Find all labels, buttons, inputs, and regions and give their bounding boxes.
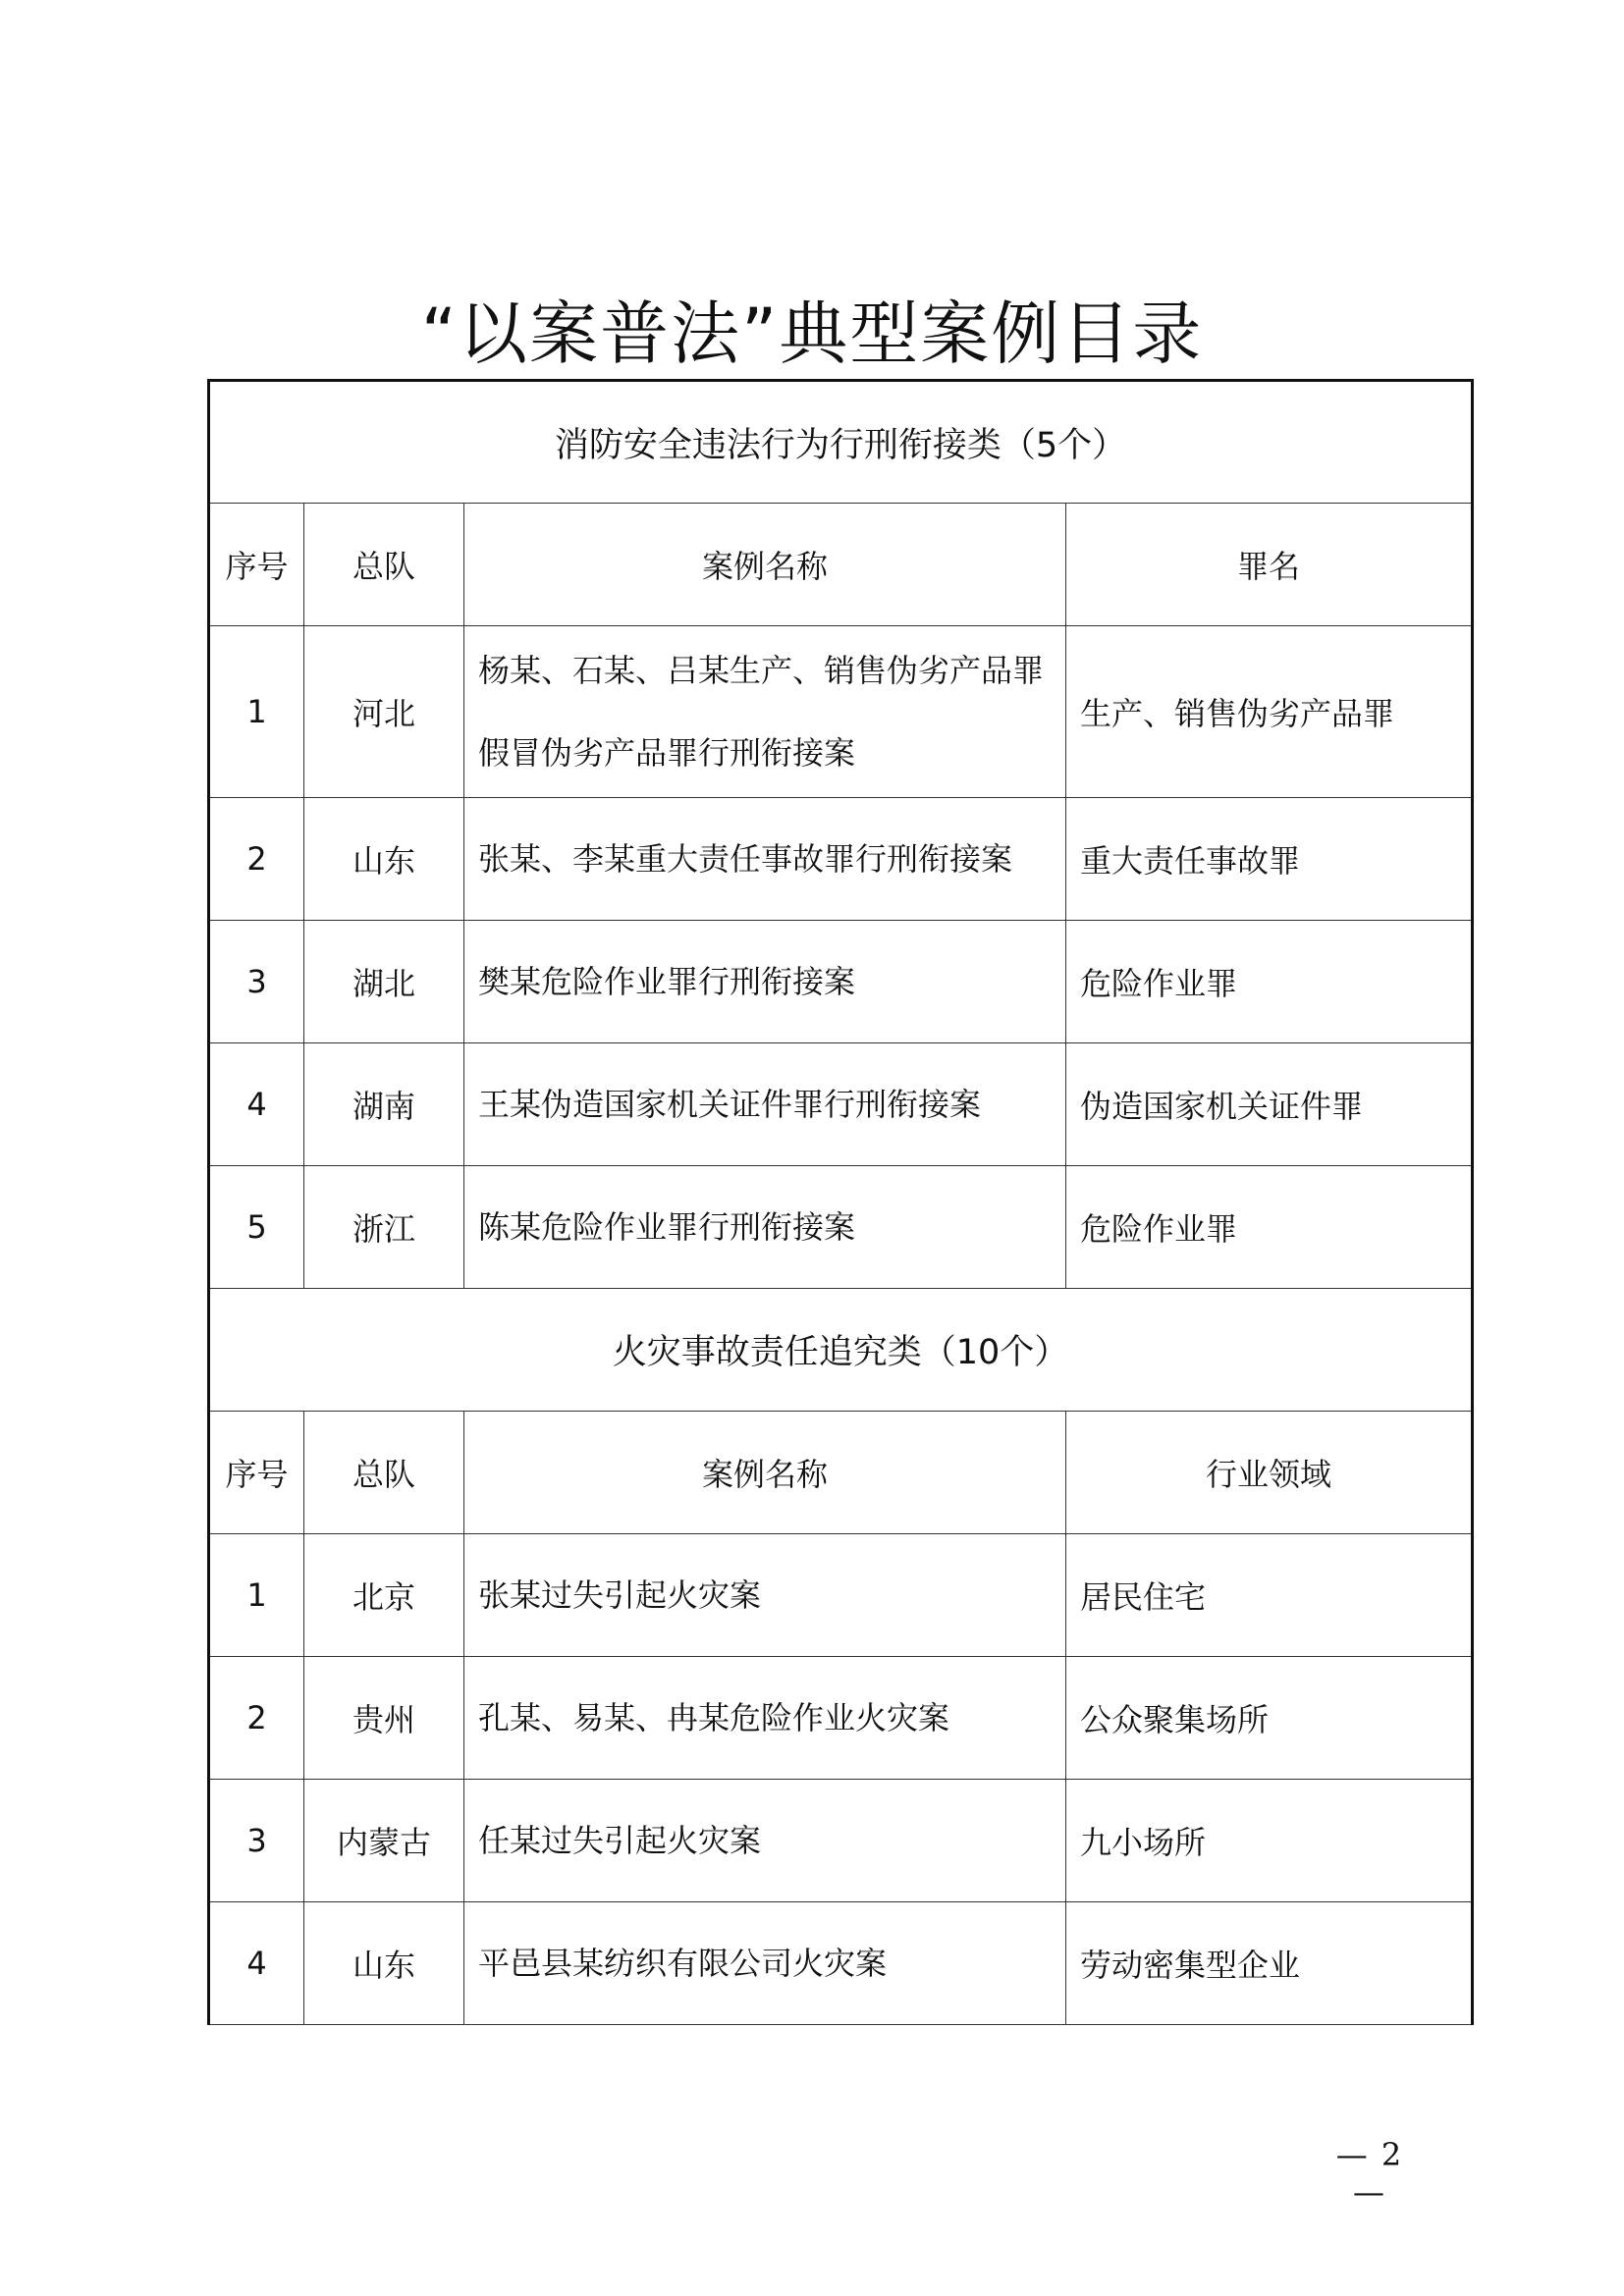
table-row [209, 1043, 1473, 1166]
column-header-case-name: 案例名称 [464, 1412, 1066, 1534]
row-case-name: 平邑县某纺织有限公司火灾案 [464, 1902, 1066, 2025]
row-charge: 生产、销售伪劣产品罪 [1066, 626, 1473, 798]
table-row [209, 798, 1473, 921]
column-header-team: 总队 [304, 504, 464, 626]
row-case-name: 任某过失引起火灾案 [464, 1780, 1066, 1902]
column-header-number: 序号 [209, 1412, 304, 1534]
row-industry: 居民住宅 [1066, 1534, 1473, 1657]
row-number: 2 [209, 1657, 304, 1780]
section-heading-row [209, 1289, 1473, 1412]
row-team: 北京 [304, 1534, 464, 1657]
row-number: 3 [209, 921, 304, 1043]
column-header-number: 序号 [209, 504, 304, 626]
case-catalog-table [207, 379, 1474, 2025]
section-heading: 火灾事故责任追究类（10个） [209, 1289, 1473, 1412]
row-industry: 公众聚集场所 [1066, 1657, 1473, 1780]
section-heading: 消防安全违法行为行刑衔接类（5个） [209, 381, 1473, 504]
table-row [209, 1166, 1473, 1289]
row-case-name: 孔某、易某、冉某危险作业火灾案 [464, 1657, 1066, 1780]
row-number: 1 [209, 1534, 304, 1657]
table-row [209, 921, 1473, 1043]
row-team: 湖南 [304, 1043, 464, 1166]
row-industry: 劳动密集型企业 [1066, 1902, 1473, 2025]
table-row [209, 1657, 1473, 1780]
row-case-name: 樊某危险作业罪行刑衔接案 [464, 921, 1066, 1043]
row-team: 湖北 [304, 921, 464, 1043]
row-team: 浙江 [304, 1166, 464, 1289]
row-number: 4 [209, 1043, 304, 1166]
table-header-row [209, 1412, 1473, 1534]
table-row [209, 1780, 1473, 1902]
row-charge: 重大责任事故罪 [1066, 798, 1473, 921]
row-charge: 伪造国家机关证件罪 [1066, 1043, 1473, 1166]
row-team: 河北 [304, 626, 464, 798]
row-case-name: 陈某危险作业罪行刑衔接案 [464, 1166, 1066, 1289]
page-title: “以案普法”典型案例目录 [420, 294, 1204, 374]
row-industry: 九小场所 [1066, 1780, 1473, 1902]
row-charge: 危险作业罪 [1066, 1166, 1473, 1289]
row-team: 山东 [304, 798, 464, 921]
row-case-name: 张某过失引起火灾案 [464, 1534, 1066, 1657]
table-row [209, 1902, 1473, 2025]
column-header-charge: 罪名 [1066, 504, 1473, 626]
section-heading-row [209, 381, 1473, 504]
row-number: 3 [209, 1780, 304, 1902]
row-case-name: 张某、李某重大责任事故罪行刑衔接案 [464, 798, 1066, 921]
row-team: 贵州 [304, 1657, 464, 1780]
table-row [209, 1534, 1473, 1657]
table-header-row [209, 504, 1473, 626]
column-header-industry: 行业领域 [1066, 1412, 1473, 1534]
row-number: 4 [209, 1902, 304, 2025]
row-number: 5 [209, 1166, 304, 1289]
row-case-name: 王某伪造国家机关证件罪行刑衔接案 [464, 1043, 1066, 1166]
table-row [209, 626, 1473, 798]
row-number: 2 [209, 798, 304, 921]
row-case-name: 杨某、石某、吕某生产、销售伪劣产品罪假冒伪劣产品罪行刑衔接案 [464, 626, 1066, 798]
column-header-case-name: 案例名称 [464, 504, 1066, 626]
row-team: 山东 [304, 1902, 464, 2025]
row-charge: 危险作业罪 [1066, 921, 1473, 1043]
row-number: 1 [209, 626, 304, 798]
page-number: — 2 — [1335, 2136, 1404, 2211]
column-header-team: 总队 [304, 1412, 464, 1534]
row-team: 内蒙古 [304, 1780, 464, 1902]
